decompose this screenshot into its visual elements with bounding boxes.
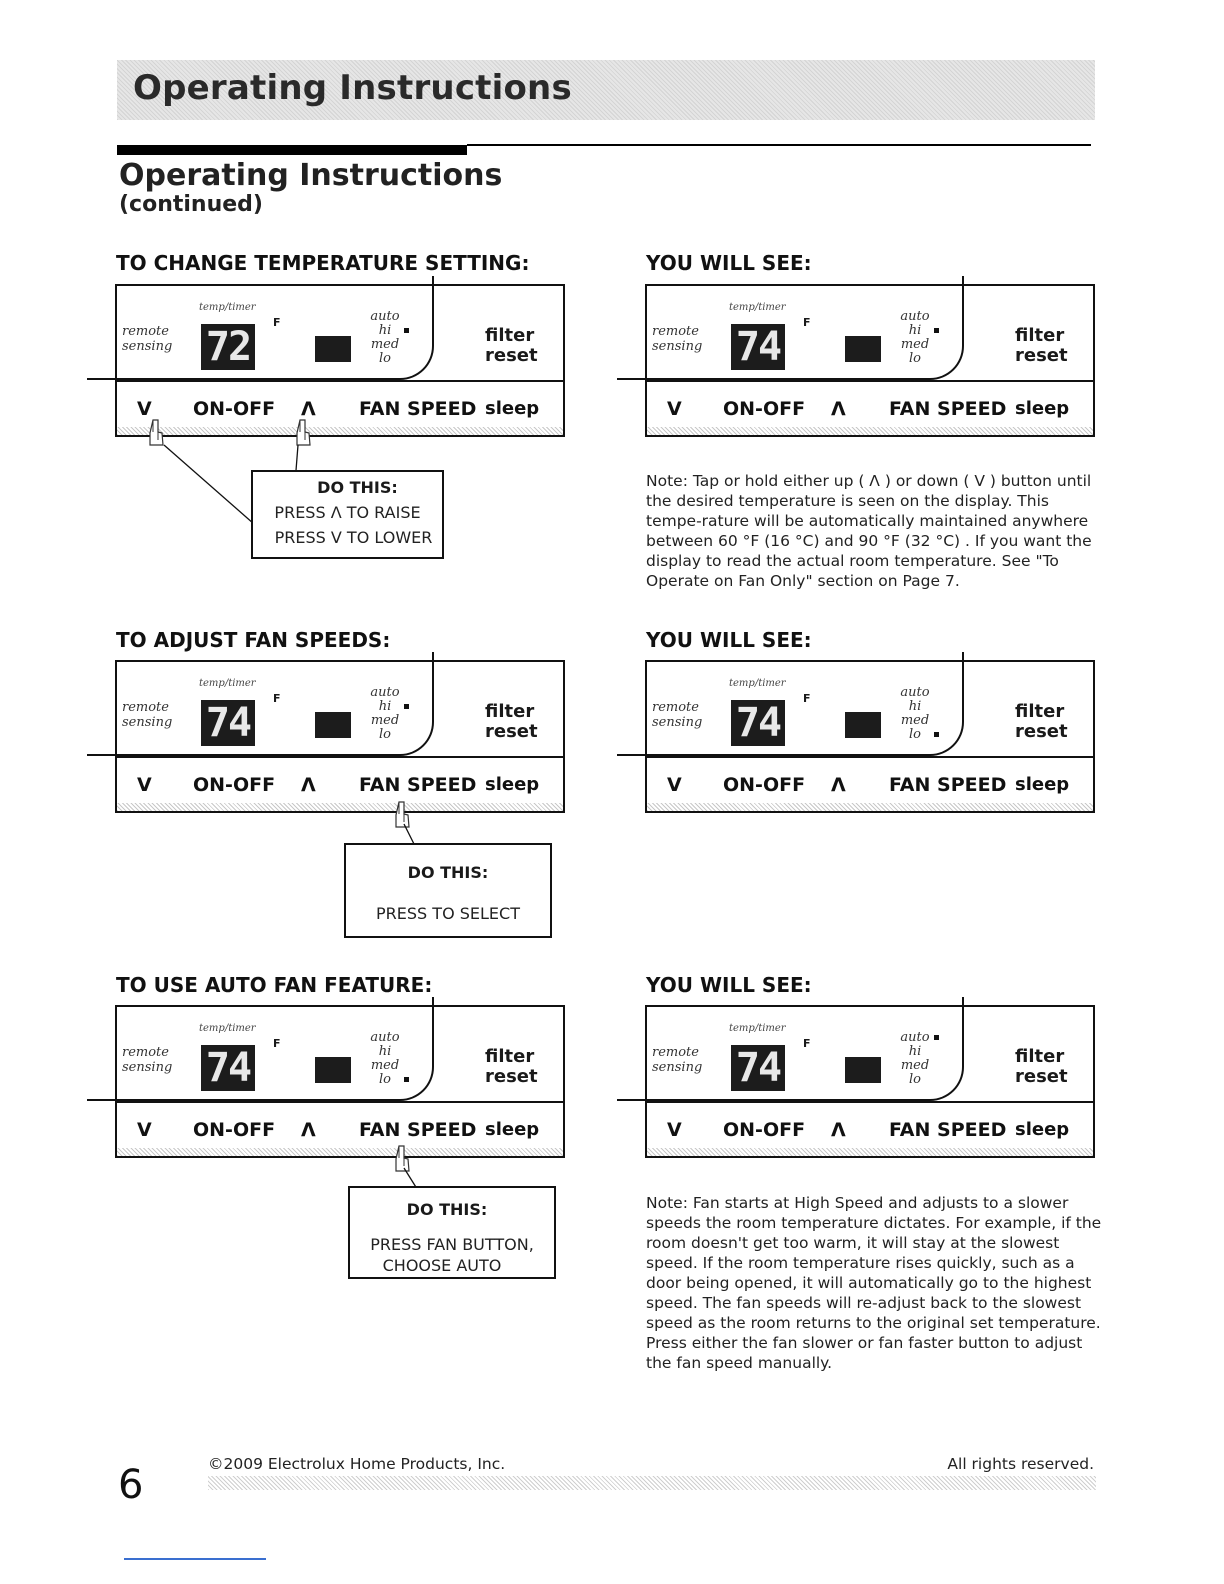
callout-change-temperature <box>251 470 444 559</box>
bottom-link-line <box>124 1558 266 1560</box>
panel-bottom-hatch <box>117 1148 563 1156</box>
fan-speed-button[interactable]: FAN SPEED <box>889 398 1007 420</box>
mode-auto: auto <box>370 685 400 700</box>
callout-fan-speeds <box>344 843 552 938</box>
temp-down-button[interactable]: V <box>667 1119 682 1141</box>
remote-sensing-label: remote sensing <box>122 324 173 354</box>
filter-reset-button[interactable]: filter reset <box>1015 325 1068 366</box>
heading-you-will-see: YOU WILL SEE: <box>646 251 812 275</box>
panel-divider <box>647 380 1093 382</box>
mode-hi: hi <box>357 324 413 338</box>
fan-speed-button[interactable]: FAN SPEED <box>359 1119 477 1141</box>
temperature-display: 74 <box>201 1045 255 1091</box>
mode-indicator-icon <box>404 328 409 333</box>
mode-display <box>315 712 351 738</box>
footer-copyright: ©2009 Electrolux Home Products, Inc. <box>208 1455 506 1473</box>
callout-title: DO THIS: <box>317 478 398 497</box>
mode-hi: hi <box>908 1044 922 1059</box>
control-panel <box>115 1005 565 1158</box>
panel-bottom-hatch <box>647 1148 1093 1156</box>
temp-timer-label: temp/timer <box>199 302 256 313</box>
fahrenheit-label: F <box>273 692 281 705</box>
temp-timer-label: temp/timer <box>729 1023 786 1034</box>
sleep-button[interactable]: sleep <box>485 1119 540 1140</box>
section-title: Operating Instructions <box>119 158 503 193</box>
sleep-button[interactable]: sleep <box>1015 774 1070 795</box>
fan-mode-list <box>357 1031 413 1087</box>
mode-med: med <box>370 713 400 728</box>
on-off-button[interactable]: ON-OFF <box>193 398 276 420</box>
fan-speed-button[interactable]: FAN SPEED <box>889 1119 1007 1141</box>
fan-mode-list <box>887 310 943 366</box>
fahrenheit-label: F <box>273 1037 281 1050</box>
fan-speed-button[interactable]: FAN SPEED <box>359 774 477 796</box>
fan-speed-button[interactable]: FAN SPEED <box>359 398 477 420</box>
callout-line: PRESS Λ TO RAISE <box>274 503 421 522</box>
mode-display <box>845 1057 881 1083</box>
control-panel <box>645 284 1095 437</box>
mode-indicator-icon <box>934 732 939 737</box>
callout-title: DO THIS: <box>406 1200 488 1219</box>
panel-bottom-hatch <box>117 427 563 435</box>
mode-lo: lo <box>357 1073 413 1087</box>
fan-speed-button[interactable]: FAN SPEED <box>889 774 1007 796</box>
callout-line: PRESS FAN BUTTON, <box>370 1235 534 1254</box>
remote-sensing-label: remote sensing <box>122 1045 173 1075</box>
fan-mode-list <box>357 686 413 742</box>
callout-line: PRESS TO SELECT <box>376 904 520 923</box>
mode-indicator-icon <box>934 328 939 333</box>
heading-change-temperature: TO CHANGE TEMPERATURE SETTING: <box>116 251 530 275</box>
temp-down-button[interactable]: V <box>667 398 682 420</box>
panel-bottom-hatch <box>647 803 1093 811</box>
panel-bottom-hatch <box>647 427 1093 435</box>
mode-hi: hi <box>357 700 413 714</box>
fan-mode-list <box>357 310 413 366</box>
mode-med: med <box>900 337 930 352</box>
sleep-button[interactable]: sleep <box>485 398 540 419</box>
mode-med: med <box>900 1058 930 1073</box>
temp-timer-label: temp/timer <box>729 678 786 689</box>
fahrenheit-label: F <box>273 316 281 329</box>
temperature-display: 74 <box>201 700 255 746</box>
on-off-button[interactable]: ON-OFF <box>723 774 806 796</box>
fahrenheit-label: F <box>803 692 811 705</box>
temp-up-button[interactable]: Λ <box>831 398 846 420</box>
mode-med: med <box>900 713 930 728</box>
on-off-button[interactable]: ON-OFF <box>193 774 276 796</box>
on-off-button[interactable]: ON-OFF <box>723 1119 806 1141</box>
mode-med: med <box>370 1058 400 1073</box>
mode-display <box>845 712 881 738</box>
mode-lo: lo <box>887 728 943 742</box>
sleep-button[interactable]: sleep <box>1015 1119 1070 1140</box>
remote-sensing-label: remote sensing <box>652 1045 703 1075</box>
section-rule-thick <box>117 145 467 155</box>
panel-divider <box>117 1101 563 1103</box>
filter-reset-button[interactable]: filter reset <box>485 701 538 742</box>
mode-hi: hi <box>378 1044 392 1059</box>
sleep-button[interactable]: sleep <box>485 774 540 795</box>
panel-bottom-hatch <box>117 803 563 811</box>
fahrenheit-label: F <box>803 316 811 329</box>
callout-line: PRESS V TO LOWER <box>274 528 433 547</box>
section-rule-thin <box>467 144 1091 146</box>
panel-divider <box>647 1101 1093 1103</box>
footer-hatch-bar <box>208 1476 1096 1490</box>
mode-display <box>315 336 351 362</box>
fan-mode-list <box>887 686 943 742</box>
mode-display <box>315 1057 351 1083</box>
fan-mode-list <box>887 1031 943 1087</box>
temp-down-button[interactable]: V <box>137 398 152 420</box>
callout-line: CHOOSE AUTO <box>382 1256 502 1275</box>
note-auto-fan: Note: Fan starts at High Speed and adjusts to a slower speeds the room temperature dictates. For example, if the room doesn't get too warm, it will stay at the slowest speed. If the room temperature rises quickly, such as a door being opened, it will automatically go to the highest speed. The fan speeds will re-adjust back to the slowest speed as the room returns to the original set temperature. Press either the fan slower or fan faster button to adjust the fan speed manually. <box>646 1194 1102 1372</box>
mode-hi: hi <box>908 699 922 714</box>
fahrenheit-label: F <box>803 1037 811 1050</box>
note-temperature: Note: Tap or hold either up ( Λ ) or down ( V ) button until the desired temperature is seen on the display. This tempe-rature will be automatically maintained anywhere between 60 °F (16 °C) and 90 °F (32 °C) . If you want the display to read the actual room temperature. See "To Operate on Fan Only" section on Page 7. <box>646 472 1092 590</box>
mode-lo: lo <box>909 1072 921 1087</box>
mode-auto: auto <box>887 1031 943 1045</box>
panel-divider <box>117 756 563 758</box>
temp-up-button[interactable]: Λ <box>831 774 846 796</box>
temp-timer-label: temp/timer <box>199 678 256 689</box>
section-subtitle: (continued) <box>119 192 263 217</box>
mode-indicator-icon <box>404 1077 409 1082</box>
sleep-button[interactable]: sleep <box>1015 398 1070 419</box>
mode-lo: lo <box>379 351 391 366</box>
control-panel <box>115 284 565 437</box>
page-number: 6 <box>118 1462 144 1508</box>
temp-down-button[interactable]: V <box>667 774 682 796</box>
temp-down-button[interactable]: V <box>137 1119 152 1141</box>
mode-hi: hi <box>887 324 943 338</box>
mode-display <box>845 336 881 362</box>
heading-adjust-fan-speeds: TO ADJUST FAN SPEEDS: <box>116 628 391 652</box>
temp-up-button[interactable]: Λ <box>301 774 316 796</box>
remote-sensing-label: remote sensing <box>652 324 703 354</box>
temp-up-button[interactable]: Λ <box>301 398 316 420</box>
mode-auto: auto <box>900 309 930 324</box>
temperature-display: 72 <box>201 324 255 370</box>
mode-auto: auto <box>900 685 930 700</box>
temperature-display: 74 <box>731 324 785 370</box>
footer-rights: All rights reserved. <box>947 1455 1094 1473</box>
mode-auto: auto <box>370 1030 400 1045</box>
on-off-button[interactable]: ON-OFF <box>723 398 806 420</box>
temp-down-button[interactable]: V <box>137 774 152 796</box>
panel-divider <box>647 756 1093 758</box>
temp-timer-label: temp/timer <box>199 1023 256 1034</box>
mode-lo: lo <box>379 727 391 742</box>
on-off-button[interactable]: ON-OFF <box>193 1119 276 1141</box>
remote-sensing-label: remote sensing <box>122 700 173 730</box>
mode-lo: lo <box>909 351 921 366</box>
temperature-display: 74 <box>731 1045 785 1091</box>
mode-auto: auto <box>370 309 400 324</box>
control-panel <box>645 1005 1095 1158</box>
mode-indicator-icon <box>934 1035 939 1040</box>
filter-reset-button[interactable]: filter reset <box>485 325 538 366</box>
callout-auto-fan <box>348 1186 556 1279</box>
heading-you-will-see: YOU WILL SEE: <box>646 628 812 652</box>
mode-indicator-icon <box>404 704 409 709</box>
filter-reset-button[interactable]: filter reset <box>1015 701 1068 742</box>
control-panel <box>115 660 565 813</box>
temperature-display: 74 <box>731 700 785 746</box>
mode-med: med <box>370 337 400 352</box>
remote-sensing-label: remote sensing <box>652 700 703 730</box>
heading-you-will-see: YOU WILL SEE: <box>646 973 812 997</box>
heading-auto-fan-feature: TO USE AUTO FAN FEATURE: <box>116 973 433 997</box>
filter-reset-button[interactable]: filter reset <box>1015 1046 1068 1087</box>
temp-up-button[interactable]: Λ <box>301 1119 316 1141</box>
callout-title: DO THIS: <box>407 863 489 882</box>
filter-reset-button[interactable]: filter reset <box>485 1046 538 1087</box>
temp-up-button[interactable]: Λ <box>831 1119 846 1141</box>
panel-divider <box>117 380 563 382</box>
temp-timer-label: temp/timer <box>729 302 786 313</box>
banner-title: Operating Instructions <box>133 68 572 108</box>
control-panel <box>645 660 1095 813</box>
